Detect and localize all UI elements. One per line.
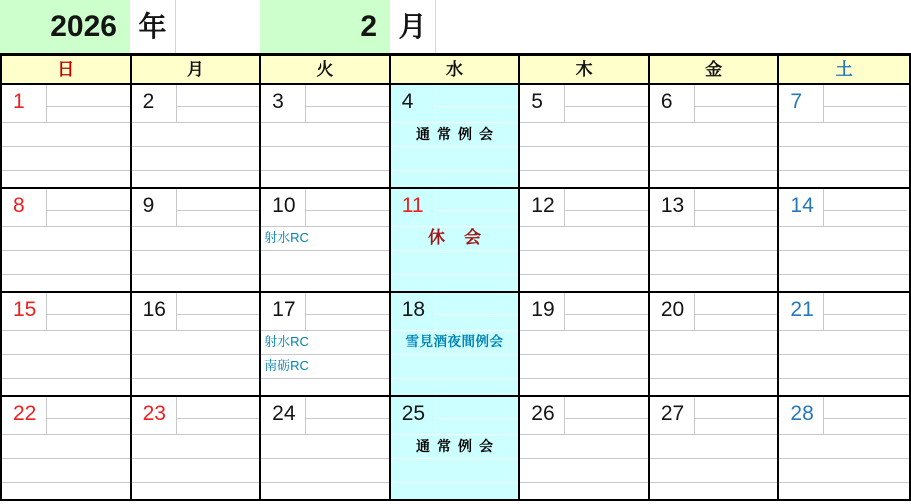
event-label <box>650 226 778 250</box>
event-label <box>650 330 778 354</box>
day-cell-9[interactable] <box>132 189 262 291</box>
date-number: 23 <box>142 402 166 425</box>
weekday-header-thu[interactable]: 木 <box>520 56 650 83</box>
day-cell-23[interactable] <box>132 397 262 499</box>
event-label <box>132 122 260 146</box>
date-number: 14 <box>790 194 814 217</box>
weekday-header-sat[interactable]: 土 <box>835 60 853 79</box>
year-unit-label: 年 <box>138 11 167 42</box>
event-label <box>779 226 909 250</box>
day-cell-22[interactable] <box>2 397 132 499</box>
event-label <box>520 226 648 250</box>
day-cell-20[interactable] <box>650 293 780 395</box>
title-bar <box>0 0 911 53</box>
event-label <box>2 434 130 458</box>
day-cell-21[interactable] <box>779 293 909 395</box>
event-label <box>650 122 778 146</box>
event-label: 射水RC <box>264 334 309 349</box>
event-label <box>650 434 778 458</box>
date-number: 5 <box>531 90 543 113</box>
date-number: 10 <box>272 194 296 217</box>
day-cell-12[interactable] <box>520 189 650 291</box>
day-cell-5[interactable] <box>520 85 650 187</box>
date-number: 20 <box>660 298 685 321</box>
event-label <box>650 354 778 378</box>
event-label <box>261 434 389 458</box>
event-label: 通常例会 <box>415 126 500 142</box>
event-label <box>132 146 260 170</box>
date-number: 19 <box>531 298 555 321</box>
event-label <box>261 458 389 482</box>
date-number: 25 <box>401 402 426 425</box>
gridline <box>435 0 436 53</box>
day-cell-14[interactable] <box>779 189 909 291</box>
day-cell-7[interactable] <box>779 85 909 187</box>
day-cell-3[interactable] <box>261 85 391 187</box>
month-cell[interactable] <box>260 0 390 53</box>
day-cell-6[interactable] <box>650 85 780 187</box>
day-cell-10[interactable] <box>261 189 391 291</box>
weekday-header-row <box>2 56 909 85</box>
event-label <box>2 122 130 146</box>
event-label <box>391 146 519 170</box>
date-number: 11 <box>401 194 424 217</box>
year-cell[interactable] <box>0 0 130 53</box>
event-label <box>132 330 260 354</box>
event-label <box>520 146 648 170</box>
date-number: 27 <box>660 402 685 425</box>
date-number: 21 <box>790 298 814 321</box>
day-cell-13[interactable] <box>650 189 780 291</box>
day-cell-24[interactable] <box>261 397 391 499</box>
event-label <box>132 434 260 458</box>
event-label <box>650 146 778 170</box>
date-number: 17 <box>272 298 296 321</box>
event-label <box>261 146 389 170</box>
event-label <box>520 330 648 354</box>
week-row-1 <box>2 85 909 189</box>
event-label <box>779 330 909 354</box>
day-cell-25[interactable] <box>391 397 521 499</box>
week-row-4 <box>2 397 909 499</box>
date-number: 9 <box>142 194 155 217</box>
event-label <box>779 434 909 458</box>
event-label <box>261 122 389 146</box>
event-label <box>520 122 648 146</box>
calendar-grid <box>0 53 911 501</box>
event-label <box>2 250 130 274</box>
event-label <box>779 250 909 274</box>
event-label <box>391 354 519 378</box>
month-unit-label: 月 <box>398 11 427 42</box>
weekday-header-tue[interactable]: 火 <box>261 56 391 83</box>
date-number: 3 <box>272 90 284 113</box>
event-label <box>520 354 648 378</box>
date-number: 1 <box>13 90 25 113</box>
day-cell-16[interactable] <box>132 293 262 395</box>
event-label <box>132 250 260 274</box>
year-value: 2026 <box>50 10 117 43</box>
day-cell-4[interactable] <box>391 85 521 187</box>
date-number: 7 <box>790 90 803 113</box>
event-label: 射水RC <box>264 230 309 245</box>
event-label <box>779 122 909 146</box>
weekday-header-sun[interactable]: 日 <box>2 56 132 83</box>
event-label <box>261 250 389 274</box>
date-number: 22 <box>13 402 37 425</box>
date-number: 15 <box>13 298 37 321</box>
event-label <box>391 458 519 482</box>
date-number: 8 <box>13 194 25 217</box>
weekday-header-fri[interactable]: 金 <box>650 56 780 83</box>
day-cell-11[interactable] <box>391 189 521 291</box>
day-cell-28[interactable] <box>779 397 909 499</box>
date-number: 6 <box>660 90 673 113</box>
event-label <box>132 458 260 482</box>
event-label <box>2 146 130 170</box>
week-row-3 <box>2 293 909 397</box>
day-cell-17[interactable] <box>261 293 391 395</box>
date-number: 16 <box>142 298 166 321</box>
week-row-2 <box>2 189 909 293</box>
day-cell-27[interactable] <box>650 397 780 499</box>
date-number: 13 <box>660 194 685 217</box>
weekday-header-mon[interactable]: 月 <box>132 56 262 83</box>
day-cell-15[interactable] <box>2 293 132 395</box>
event-label <box>779 146 909 170</box>
event-label <box>650 458 778 482</box>
day-cell-19[interactable] <box>520 293 650 395</box>
weekday-header-wed[interactable]: 水 <box>391 56 521 83</box>
date-number: 26 <box>531 402 555 425</box>
date-number: 24 <box>272 402 296 425</box>
date-number: 2 <box>142 90 155 113</box>
event-label <box>2 354 130 378</box>
event-label <box>520 458 648 482</box>
day-cell-18[interactable] <box>391 293 521 395</box>
month-value: 2 <box>360 10 377 43</box>
event-label <box>391 250 519 274</box>
event-label <box>520 434 648 458</box>
event-label: 通常例会 <box>415 438 500 454</box>
event-label <box>779 458 909 482</box>
gridline <box>175 0 176 53</box>
event-label <box>132 354 260 378</box>
day-cell-1[interactable] <box>2 85 132 187</box>
event-label <box>132 226 260 250</box>
event-label: 南砺RC <box>264 358 309 373</box>
event-label: 休会 <box>427 228 500 247</box>
event-label <box>520 250 648 274</box>
day-cell-26[interactable] <box>520 397 650 499</box>
event-label <box>2 458 130 482</box>
event-label <box>779 354 909 378</box>
event-label <box>2 226 130 250</box>
day-cell-2[interactable] <box>132 85 262 187</box>
event-label: 雪見酒夜間例会 <box>405 334 504 349</box>
date-number: 12 <box>531 194 555 217</box>
date-number: 4 <box>401 90 414 113</box>
date-number: 28 <box>790 402 814 425</box>
event-label <box>650 250 778 274</box>
date-number: 18 <box>401 298 426 321</box>
event-label <box>2 330 130 354</box>
day-cell-8[interactable] <box>2 189 132 291</box>
